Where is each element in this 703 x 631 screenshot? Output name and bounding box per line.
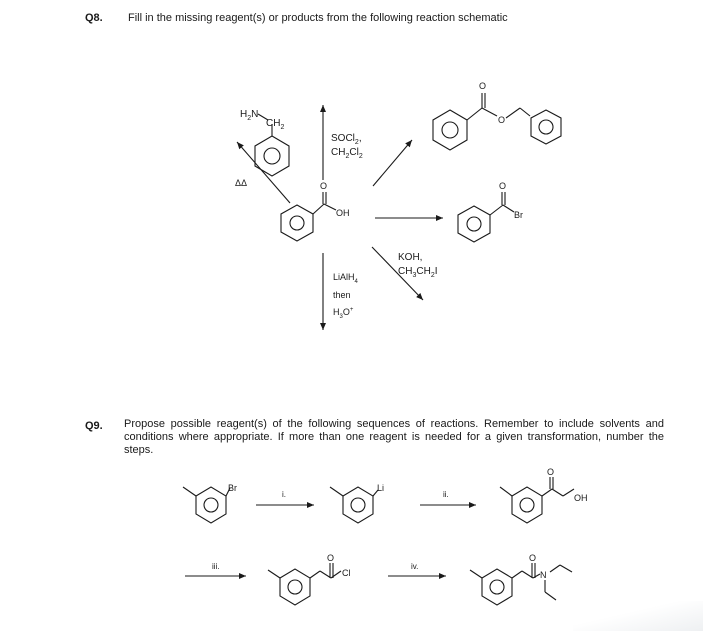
methylbenzyl-bromide-structure <box>183 483 237 523</box>
page-corner-shade <box>573 601 703 631</box>
benzene-ring <box>281 205 313 241</box>
carbonyl-o-label: O <box>320 181 328 191</box>
chlorine-label: Cl <box>342 568 351 578</box>
step-label-iii: iii. <box>212 562 220 571</box>
ch2-label: $CH_2$ <box>266 118 285 131</box>
step-label-iv: iv. <box>411 562 419 571</box>
reagent-lialh4: LiAlH$_4$ <box>333 272 358 285</box>
benzene-ring <box>512 487 542 523</box>
benzoic-acid-structure <box>281 181 350 241</box>
benzylamine-structure <box>240 109 289 176</box>
benzene-ring <box>458 206 490 242</box>
question-8-number: Q8. <box>85 12 103 24</box>
benzene-ring <box>343 487 373 523</box>
question-8-prompt: Fill in the missing reagent(s) or products from the following reaction schematic <box>128 12 508 24</box>
nitrogen-label: N <box>540 570 547 580</box>
diethylamide-structure <box>470 553 572 605</box>
bromine-label: Br <box>228 483 237 493</box>
carbonyl-o-label: O <box>499 181 507 191</box>
reagent-socl2-line2: $CH_2Cl_2$ <box>331 147 363 160</box>
arrow-to-amine <box>237 142 290 203</box>
lithium-label: Li <box>377 483 385 493</box>
carbonyl-o-label: O <box>327 553 335 563</box>
carbonyl-o-label: O <box>479 81 487 91</box>
benzene-ring <box>482 569 512 605</box>
step-label-ii: ii. <box>443 490 449 499</box>
bromoacetophenone-structure <box>458 181 523 242</box>
bromine-label: Br <box>514 210 523 220</box>
question-9-number: Q9. <box>85 420 103 432</box>
benzene-ring <box>433 110 467 150</box>
reagent-koh-line2: $CH_3CH_2I$ <box>398 266 438 279</box>
ester-o-label: O <box>498 115 506 125</box>
reagent-then: then <box>333 290 351 300</box>
benzene-ring <box>280 569 310 605</box>
methylbenzyl-lithium-structure <box>330 483 384 523</box>
carbonyl-o-label: O <box>529 553 537 563</box>
aromatic-circle <box>264 148 280 164</box>
benzyl-benzoate-structure <box>433 81 561 150</box>
benzene-ring <box>255 136 289 176</box>
benzene-ring <box>196 487 226 523</box>
arrow-to-ester <box>373 140 412 186</box>
reagent-h3o: $H_3O^+$ <box>333 307 354 320</box>
question-9-prompt: Propose possible reagent(s) of the following sequences of reactions. Remember to include solvents and conditions where appropriate. If more than one reagent is needed for a given transformation, number the steps. <box>124 418 664 456</box>
reagent-koh-line1: KOH, <box>398 252 423 263</box>
hydroxyl-label: OH <box>336 208 350 218</box>
amine-label: $H_2N$ <box>240 109 259 122</box>
benzene-ring <box>531 110 561 144</box>
acid-chloride-structure <box>268 553 351 605</box>
step-label-i: i. <box>282 490 286 499</box>
hydroxyl-label: OH <box>574 493 588 503</box>
carbonyl-o-label: O <box>547 467 555 477</box>
delta-label: ΔΔ <box>235 178 248 188</box>
arylacetic-acid-structure <box>500 467 588 523</box>
reagent-socl2-line1: SOCl$_2$, <box>331 133 362 146</box>
